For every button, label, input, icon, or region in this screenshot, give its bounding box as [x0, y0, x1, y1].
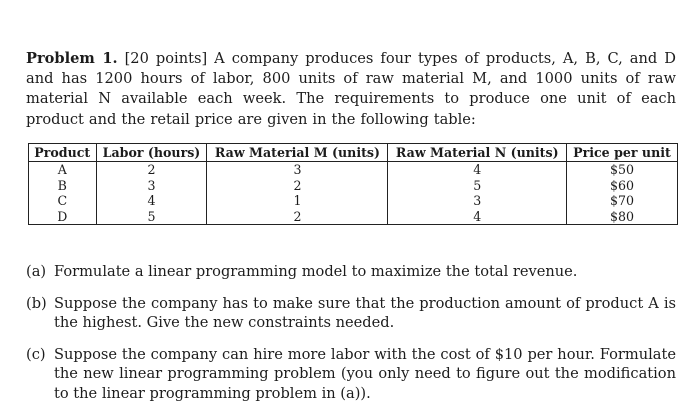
- question-part-b: [26, 294, 676, 333]
- table-row: [29, 209, 678, 225]
- cell-material-m: 2: [207, 178, 388, 194]
- question-part-c: [26, 345, 676, 404]
- cell-product: B: [29, 178, 97, 194]
- problem-body: [20 points] A company produces four types of products, A, B, C, and D and has 1200 hours of labor, 800 units of raw material M, and 1000 units of raw material N available each week. The requirements to produce one unit of each product and the retail price are given in the following table:: [26, 50, 676, 128]
- header-raw-material-n: Raw Material N (units): [388, 144, 567, 162]
- problem-statement: [26, 49, 676, 130]
- cell-material-m: 3: [207, 162, 388, 178]
- cell-material-m: 1: [207, 193, 388, 209]
- cell-product: A: [29, 162, 97, 178]
- table-row: [29, 178, 678, 194]
- part-label: (a): [26, 263, 47, 280]
- cell-material-n: 5: [388, 178, 567, 194]
- cell-labor: 2: [96, 162, 207, 178]
- header-product: Product: [29, 144, 97, 162]
- part-label: (b): [26, 294, 47, 312]
- part-text: Formulate a linear programming model to maximize the total revenue.: [54, 263, 578, 280]
- part-text: Suppose the company has to make sure that the production amount of product A is the highest. Give the new constraints needed.: [54, 294, 676, 331]
- problem-label: Problem 1.: [26, 50, 118, 67]
- cell-product: D: [29, 209, 97, 225]
- cell-labor: 3: [96, 178, 207, 194]
- cell-price: $50: [566, 162, 677, 178]
- header-price: Price per unit: [566, 144, 677, 162]
- part-label: (c): [26, 345, 46, 363]
- header-raw-material-m: Raw Material M (units): [207, 144, 388, 162]
- cell-price: $60: [566, 178, 677, 194]
- table-row: [29, 162, 678, 178]
- cell-product: C: [29, 193, 97, 209]
- requirements-table: [28, 143, 678, 225]
- question-parts: [26, 262, 676, 415]
- part-text: Suppose the company can hire more labor with the cost of $10 per hour. Formulate the new linear programming problem (you only need to figure out the modification to the linear programming problem in (a)).: [54, 345, 676, 402]
- table-row: [29, 193, 678, 209]
- cell-material-m: 2: [207, 209, 388, 225]
- cell-material-n: 4: [388, 162, 567, 178]
- cell-labor: 5: [96, 209, 207, 225]
- cell-price: $70: [566, 193, 677, 209]
- cell-material-n: 3: [388, 193, 567, 209]
- cell-material-n: 4: [388, 209, 567, 225]
- cell-labor: 4: [96, 193, 207, 209]
- header-labor: Labor (hours): [96, 144, 207, 162]
- cell-price: $80: [566, 209, 677, 225]
- question-part-a: [26, 262, 676, 282]
- table-header-row: [29, 144, 678, 162]
